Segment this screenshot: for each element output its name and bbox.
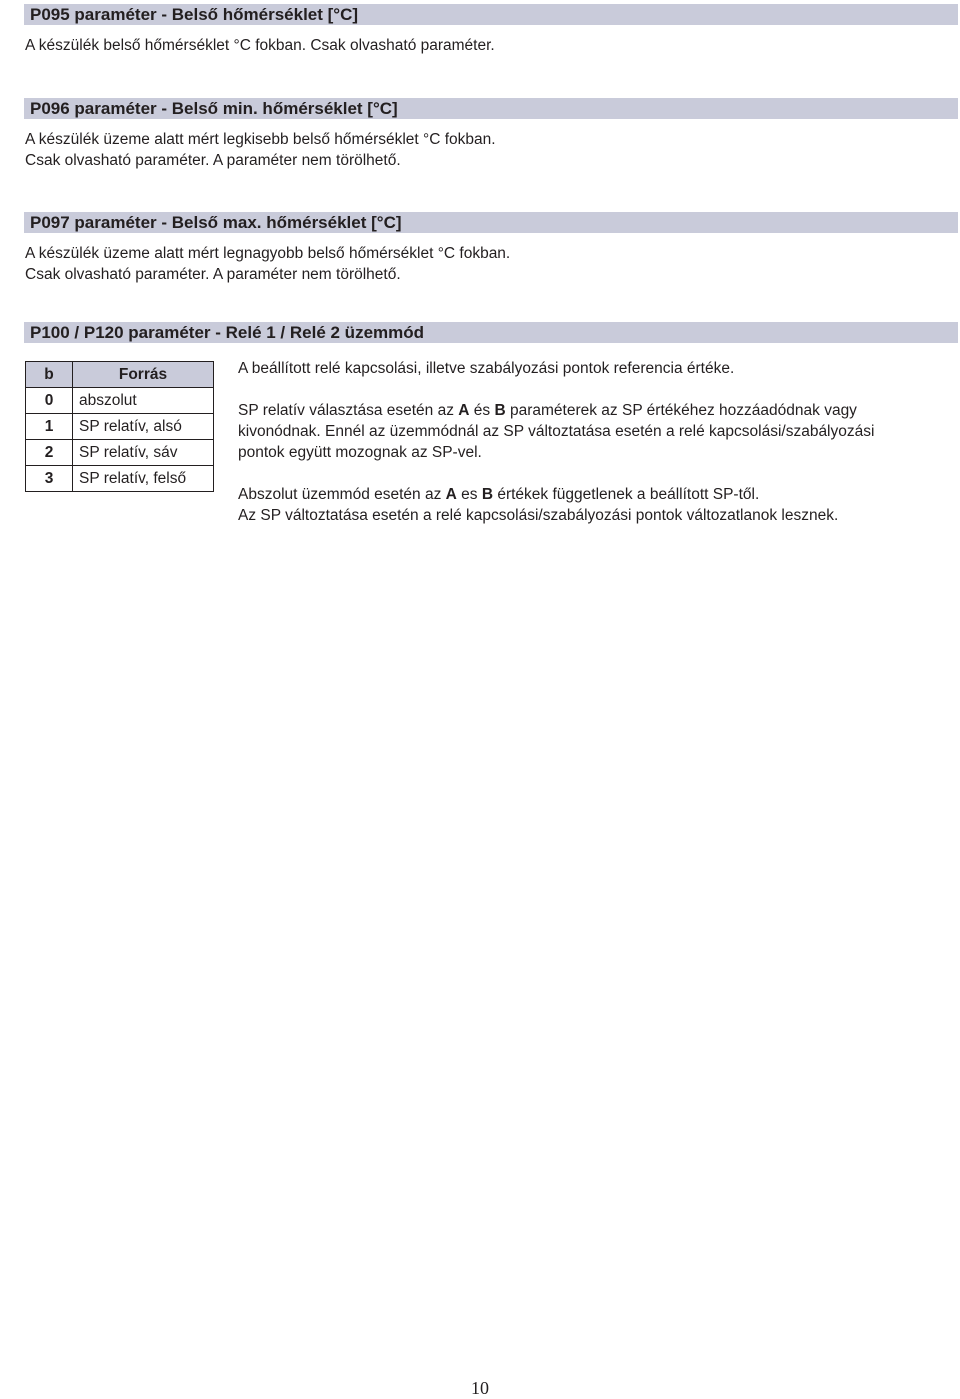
p100-desc-line-5 <box>238 484 759 505</box>
p100-desc-line-1: A beállított relé kapcsolási, illetve szabályozási pontok referencia értéke. <box>238 360 735 377</box>
row-code: 1 <box>26 414 73 440</box>
table-row <box>26 414 214 440</box>
param-b-label: B <box>481 486 494 503</box>
table-header-row <box>26 362 214 388</box>
relay-mode-table <box>25 361 214 492</box>
p100-desc-line-2-b: és <box>469 402 495 419</box>
p100-desc-line-2 <box>238 400 857 421</box>
p095-text: A készülék belső hőmérséklet °C fokban. Csak olvasható paraméter. <box>25 37 495 54</box>
heading-p097: P097 paraméter - Belső max. hőmérséklet [°C] <box>24 212 958 233</box>
p097-text-line-1: A készülék üzeme alatt mért legnagyobb belső hőmérséklet °C fokban. <box>25 245 511 262</box>
param-b-label: B <box>494 402 506 419</box>
row-source: SP relatív, sáv <box>73 440 214 466</box>
table-row <box>26 466 214 492</box>
table-row <box>26 388 214 414</box>
page-number: 10 <box>471 1378 489 1398</box>
row-source: abszolut <box>73 388 214 414</box>
param-a-label: A <box>445 486 457 503</box>
p100-desc-line-6: Az SP változtatása esetén a relé kapcsolási/szabályozási pontok változatlanok lesznek. <box>238 507 839 524</box>
p100-desc-line-5-b: es <box>456 486 482 503</box>
row-code: 3 <box>26 466 73 492</box>
p100-desc-line-2-c: paraméterek az SP értékéhez hozzáadódnak vagy <box>505 402 857 419</box>
heading-p095: P095 paraméter - Belső hőmérséklet [°C] <box>24 4 958 25</box>
p100-desc-line-2-a: SP relatív választása esetén az <box>238 402 459 419</box>
heading-p096: P096 paraméter - Belső min. hőmérséklet [°C] <box>24 98 958 119</box>
column-header-b: b <box>26 362 73 388</box>
p100-desc-line-5-c: értékek függetlenek a beállított SP-től. <box>493 486 760 503</box>
p100-desc-line-4: pontok együtt mozognak az SP-vel. <box>238 444 482 461</box>
heading-p100-p120: P100 / P120 paraméter - Relé 1 / Relé 2 üzemmód <box>24 322 958 343</box>
p100-desc-line-5-a: Abszolut üzemmód esetén az <box>238 486 446 503</box>
param-a-label: A <box>458 402 470 419</box>
p097-text-line-2: Csak olvasható paraméter. A paraméter nem törölhető. <box>25 266 401 283</box>
row-source: SP relatív, felső <box>73 466 214 492</box>
row-source: SP relatív, alsó <box>73 414 214 440</box>
row-code: 0 <box>26 388 73 414</box>
p096-text-line-1: A készülék üzeme alatt mért legkisebb belső hőmérséklet °C fokban. <box>25 131 496 148</box>
column-header-source: Forrás <box>73 362 214 388</box>
table-row <box>26 440 214 466</box>
row-code: 2 <box>26 440 73 466</box>
p096-text-line-2: Csak olvasható paraméter. A paraméter nem törölhető. <box>25 152 401 169</box>
p100-desc-line-3: kivonódnak. Ennél az üzemmódnál az SP változtatása esetén a relé kapcsolási/szabályozási <box>238 423 875 440</box>
